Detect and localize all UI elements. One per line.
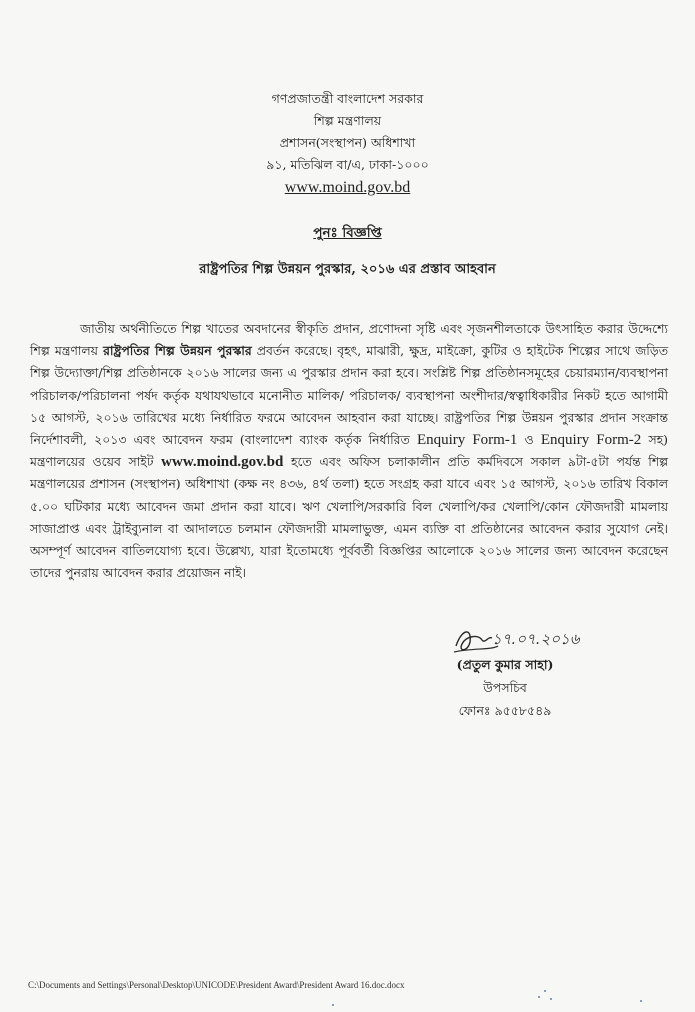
notice-subject: রাষ্ট্রপতির শিল্প উন্নয়ন পুরস্কার, ২০১৬ এর প্রস্তাব আহবান (199, 262, 496, 277)
award-name: রাষ্ট্রপতির শিল্প উন্নয়ন পুরস্কার (103, 343, 252, 359)
enquiry-form-1: Enquiry Form-1 (416, 432, 518, 449)
body-text-4: সহ) মন্ত্রণালয়ের ওয়েব সাইট (30, 432, 668, 470)
letterhead (0, 88, 695, 200)
scan-speck (332, 1004, 334, 1006)
signatory-designation: উপসচিব (483, 680, 527, 695)
notice-body (30, 318, 668, 584)
signatory-name: (প্রতুল কুমার সাহা) (456, 657, 554, 672)
body-text-2: প্রবর্তন করেছে। বৃহৎ, মাঝারী, ক্ষুদ্র, মাইক্রো, কুটির ও হাইটেক শিল্পের সাথে জড়িত শিল্প উদ্যোক্তা/শিল্প প্রতিষ্ঠানকে ২০১৬ সালের জন্য এ পুরস্কার প্রদান করা হবে। সংশ্লিষ্ট শিল্প প্রতিষ্ঠানসমূহের চেয়ারম্যান/ব্যবস্থাপনা পরিচালক/পরিচালনা পর্ষদ কর্তৃক যথাযথভাবে মনোনীত মালিক/ পরিচালক/ ব্যবস্থাপনা অংশীদার/স্বত্বাধিকারীর নিকট হতে আগামী ১৫ আগস্ট, ২০১৬ তারিখের মধ্যে নির্ধারিত ফরমে আবেদন আহবান করা যাচ্ছে। রাষ্ট্রপতির শিল্প উন্নয়ন পুরস্কার প্রদান সংক্রান্ত নির্দেশাবলী, ২০১৩ এবং আবেদন ফরম (বাংলাদেশ ব্যাংক কর্তৃক নির্ধারিত (30, 343, 668, 448)
scan-speck (640, 1000, 642, 1002)
body-text-1: জাতীয় অর্থনীতিতে শিল্প খাতের অবদানের স্বীকৃতি প্রদান, প্রণোদনা সৃষ্টি এবং সৃজনশীলতাকে উৎসাহিত করার উদ্দেশ্যে শিল্প মন্ত্রণালয় (30, 321, 668, 359)
signatory-phone: ফোনঃ ৯৫৫৮৫৪৯ (458, 703, 552, 718)
notice-title: পুনঃ বিজ্ঞপ্তি (313, 225, 382, 241)
office-address: ৯১, মতিঝিল বা/এ, ঢাকা-১০০০ (266, 157, 429, 172)
ministry-name: শিল্প মন্ত্রণালয় (313, 113, 382, 128)
scan-speck (550, 998, 552, 1000)
enquiry-form-2: Enquiry Form-2 (540, 432, 642, 449)
scan-speck (538, 996, 540, 998)
body-text-3: ও (517, 432, 541, 448)
body-website-url: www.moind.gov.bd (161, 454, 284, 471)
body-text-5: হতে এবং অফিস চলাকালীন প্রতি কর্মদিবসে সকাল ৯টা-৫টা পর্যন্ত শিল্প মন্ত্রণালয়ের প্রশাসন (সংস্থাপন) অধিশাখা (কক্ষ নং ৪৩৬, ৪র্থ তলা) হতে সংগ্রহ করা যাবে এবং ১৫ আগস্ট, ২০১৬ তারিখ বিকাল ৫.০০ ঘটিকার মধ্যে আবেদন জমা প্রদান করা যাবে। ঋণ খেলাপি/সরকারি বিল খেলাপি/কর খেলাপি/কোন ফৌজদারী মামলায় সাজাপ্রাপ্ত এবং ট্রাইব্যুনাল বা আদালতে চলমান ফৌজদারী মামলাভুক্ত, এমন ব্যক্তি বা প্রতিষ্ঠানের আবেদন করার সুযোগ নেই। অসম্পূর্ণ আবেদন বাতিলযোগ্য হবে। উল্লেখ্য, যারা ইতোমধ্যে পূর্ববর্তী বিজ্ঞপ্তির আলোকে ২০১৬ সালের জন্য আবেদন করেছেন তাদের পুনরায় আবেদন করার প্রয়োজন নাই। (30, 454, 668, 581)
scan-speck (544, 990, 546, 992)
government-name: গণপ্রজাতন্ত্রী বাংলাদেশ সরকার (271, 91, 424, 106)
file-path-footer: C:\Documents and Settings\Personal\Desktop\UNICODE\President Award\President Award 16.doc.docx (28, 980, 405, 990)
signature-date: ১৭.০৭.২০১৬ (492, 630, 580, 648)
branch-name: প্রশাসন(সংস্থাপন) অধিশাখা (279, 135, 416, 150)
website-url: www.moind.gov.bd (284, 179, 411, 196)
